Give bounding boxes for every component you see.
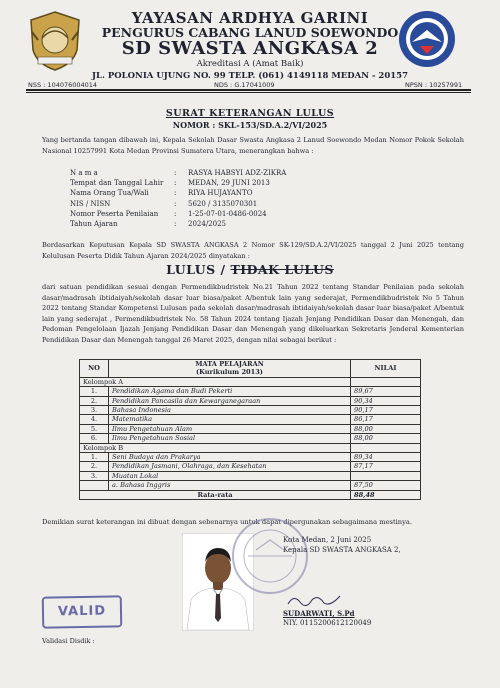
subject-header-label: MATA PELAJARAN [195,360,264,368]
table-row [80,415,421,424]
identity-label: Tahun Ajaran [70,220,118,229]
subject-name: Pendidikan Pancasila dan Kewarganegaraan [109,396,351,405]
status-fail: TIDAK LULUS [230,262,334,277]
identity-label: Nama Orang Tua/Wali [70,189,149,198]
row-number [80,481,109,490]
identity-row [70,178,286,188]
table-row [80,434,421,443]
group-label: Kelompok B [80,443,351,452]
identity-row [70,219,286,229]
identity-colon: : [174,169,177,177]
signature-block [283,535,401,555]
subject-score [351,471,421,480]
row-number: 2. [80,462,109,471]
subject-name: Matematika [109,415,351,424]
school-stamp [230,516,310,596]
row-number: 1. [80,387,109,396]
subject-name: Bahasa Indonesia [109,406,351,415]
regulation-paragraph: dari satuan pendidikan sesuai dengan Permendikbudristek No.21 Tahun 2022 tentang Standar Penilaian pada sekolah dasar/madrasah ibtidaiyah/sekolah dasar luar biasa/paket A/bentuk lain yang sederajat, Permendikbudristek No 5 Tahun 2022 tentang Standar Kompetensi Lulusan pada sekolah dasar/madrasah ibtidaiyah/sekolah dasar luar biasa/paket A/bentuk lain yang sederajat , Permendikbudristek No. 58 Tahun 2024 tentang Ijazah Jenjang Pendidikan Dasar dan Menengah, dan Pedoman Pengelolaan Ijazah Jenjang Pendidikan Dasar dan Menengah yang dikeluarkan Sekretaris Jenderal Kementerian Pendidikan Dasar dan Menengah tanggal 26 Maret 2025, dengan nilai sebagai berikut : [42,283,464,344]
principal-nip: NIY. 0115200612120049 [283,619,372,627]
identity-colon: : [174,179,177,188]
foundation-name: YAYASAN ARDHYA GARINI [131,9,369,27]
table-row [80,462,421,471]
row-number: 5. [80,424,109,433]
row-number: 2. [80,396,109,405]
group-row [80,377,421,386]
identity-colon: : [174,220,177,229]
identity-row [70,168,286,178]
subject-score: 87,50 [351,481,421,490]
status-separator: / [215,262,231,277]
identity-value: MEDAN, 29 JUNI 2013 [188,179,270,188]
identity-value: RASYA HABSYI ADZ-ZIKRA [188,169,287,177]
nds-number: NDS : G.17041009 [214,81,275,89]
document-title: SURAT KETERANGAN LULUS [165,108,335,119]
identity-label: Tempat dan Tanggal Lahir [70,179,164,188]
identity-colon: : [174,189,177,198]
subject-score: 87,17 [351,462,421,471]
col-subject-header [109,360,351,378]
status-pass: LULUS [166,262,216,277]
closing-statement: Demikian surat keterangan ini dibuat dengan sebenarnya untuk dapat dipergunakan sebagaimana mestinya. [42,518,412,526]
row-number: 3. [80,406,109,415]
row-number: 1. [80,453,109,462]
group-score-cell [351,443,421,452]
identity-label: N a m a [70,169,98,177]
table-row [80,396,421,405]
document-number: NOMOR : SKL-153/SD.A.2/VI/2025 [172,120,328,130]
principal-name: SUDARWATI, S.Pd [283,609,355,618]
subject-score: 90,17 [351,406,421,415]
subject-score: 89,34 [351,453,421,462]
student-identity [70,168,286,229]
curriculum-label: (Kurikulum 2013) [196,368,263,377]
intro-paragraph: Yang bertanda tangan dibawah ini, Kepala Sekolah Dasar Swasta Angkasa 2 Lanud Soewondo Medan Nomor Pokok Sekolah Nasional 10257991 Kota Medan Provinsi Sumatera Utara, menerangkan bahwa : [42,136,464,155]
school-address: JL. POLONIA UJUNG NO. 99 TELP. (061) 4149118 MEDAN - 20157 [91,71,409,81]
subject-score: 88,00 [351,434,421,443]
table-row [80,424,421,433]
col-no-header: NO [80,360,109,378]
identity-row [70,188,286,198]
table-row [80,406,421,415]
branch-name: PENGURUS CABANG LANUD SOEWONDO [101,25,399,40]
header-rule-thin [26,92,471,93]
subject-score: 88,00 [351,424,421,433]
header-rule-thick [26,89,471,91]
identity-value: 5620 / 3135070301 [188,199,258,208]
identity-colon: : [174,199,177,208]
subject-score: 90,34 [351,396,421,405]
school-name: SD SWASTA ANGKASA 2 [121,38,379,59]
signature-place-date: Kota Medan, 2 Juni 2025 [283,536,372,544]
table-row [80,453,421,462]
table-row [80,481,421,490]
identity-value: 1-25-07-01-0486-0024 [188,209,267,218]
identity-value: 2024/2025 [188,220,226,229]
handwritten-signature [286,592,342,608]
group-score-cell [351,377,421,386]
subject-name: Ilmu Pengetahuan Sosial [109,434,351,443]
average-row [80,490,421,499]
average-label: Rata-rata [80,490,351,499]
identity-colon: : [174,209,177,218]
average-value: 88,48 [351,490,421,499]
accreditation: Akreditasi A (Amat Baik) [196,59,304,69]
nss-number: NSS : 104076004014 [28,81,98,89]
identity-label: Nomor Peserta Penilaian [70,209,159,218]
row-number: 3. [80,471,109,480]
identity-row [70,209,286,219]
subject-name: a. Bahasa Inggris [109,481,351,490]
subject-name: Muatan Lokal [109,471,351,480]
decree-paragraph: Berdasarkan Keputusan Kepala SD SWASTA ANGKASA 2 Nomor SK-129/SD.A.2/VI/2025 tanggal 2 Juni 2025 tentang Kelulusan Peserta Didik Tahun Ajaran 2024/2025 dinyatakan : [42,241,464,260]
identity-row [70,199,286,209]
group-row [80,443,421,452]
validation-label: Validasi Disdik : [42,637,95,645]
grades-table [79,359,421,500]
subject-name: Pendidikan Jasmani, Olahraga, dan Kesehatan [109,462,351,471]
npsn-number: NPSN : 10257991 [405,81,463,89]
table-row [80,387,421,396]
group-label: Kelompok A [80,377,351,386]
table-row [80,471,421,480]
subject-name: Seni Budaya dan Prakarya [109,453,351,462]
row-number: 6. [80,434,109,443]
subject-name: Pendidikan Agama dan Budi Pekerti [109,387,351,396]
subject-score: 89,67 [351,387,421,396]
valid-stamp: VALID [42,595,123,628]
row-number: 4. [80,415,109,424]
graduation-status [0,262,500,277]
subject-score: 86,17 [351,415,421,424]
signature-position: Kepala SD SWASTA ANGKASA 2, [283,546,401,554]
identity-value: RIYA HUJAYANTO [188,189,253,198]
identity-label: NIS / NISN [70,199,111,208]
subject-name: Ilmu Pengetahuan Alam [109,424,351,433]
col-score-header: NILAI [351,360,421,378]
